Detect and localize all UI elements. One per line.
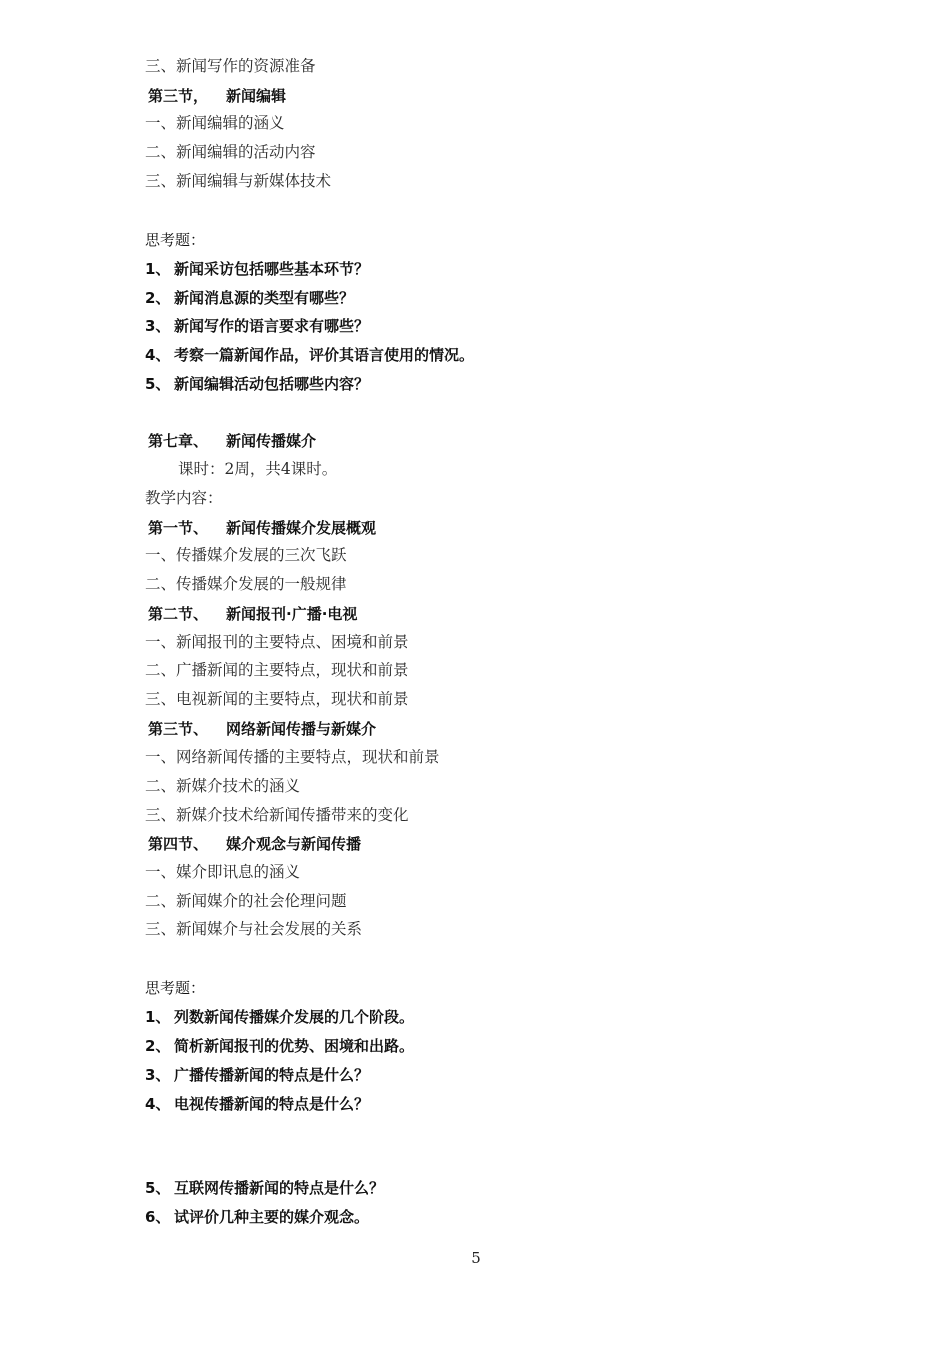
chapter-heading xyxy=(148,431,316,451)
section-heading xyxy=(148,518,376,538)
section-label: 第四节、 xyxy=(148,835,209,853)
question-item xyxy=(145,374,369,394)
question-text: 广播传播新闻的特点是什么？ xyxy=(174,1066,370,1084)
question-item xyxy=(145,345,474,365)
questions-label: 思考题： xyxy=(145,231,206,249)
teaching-content-label: 教学内容： xyxy=(145,489,223,507)
list-item: 三、新闻媒介与社会发展的关系 xyxy=(145,920,363,938)
question-number: 3、 xyxy=(145,1066,171,1084)
section-heading xyxy=(148,719,376,739)
list-item: 一、新闻编辑的涵义 xyxy=(145,114,285,132)
list-item: 三、电视新闻的主要特点，现状和前景 xyxy=(145,690,409,708)
section-title: 新闻传播媒介发展概观 xyxy=(226,519,377,537)
question-text: 新闻编辑活动包括哪些内容？ xyxy=(174,375,370,393)
question-item xyxy=(145,1007,414,1027)
question-text: 新闻消息源的类型有哪些？ xyxy=(174,289,355,307)
section-heading xyxy=(148,834,361,854)
section-heading xyxy=(148,604,357,624)
section-label: 第二节、 xyxy=(148,605,209,623)
question-number: 5、 xyxy=(145,1179,171,1197)
question-number: 2、 xyxy=(145,289,171,307)
section-heading xyxy=(148,86,286,106)
question-number: 1、 xyxy=(145,1008,171,1026)
page-number: 5 xyxy=(471,1249,481,1267)
list-item: 二、新闻编辑的活动内容 xyxy=(145,143,316,161)
question-number: 4、 xyxy=(145,1095,171,1113)
question-number: 1、 xyxy=(145,260,171,278)
list-item: 三、新媒介技术给新闻传播带来的变化 xyxy=(145,806,409,824)
question-item xyxy=(145,259,369,279)
question-number: 3、 xyxy=(145,317,171,335)
question-number: 5、 xyxy=(145,375,171,393)
list-item: 一、媒介即讯息的涵义 xyxy=(145,863,301,881)
list-item: 一、传播媒介发展的三次飞跃 xyxy=(145,546,347,564)
course-hours: 课时：2周，共4课时。 xyxy=(178,460,338,478)
question-text: 新闻写作的语言要求有哪些？ xyxy=(174,317,370,335)
question-item xyxy=(145,1178,384,1198)
list-item: 三、新闻写作的资源准备 xyxy=(145,57,316,75)
question-text: 列数新闻传播媒介发展的几个阶段。 xyxy=(174,1008,415,1026)
question-number: 6、 xyxy=(145,1208,171,1226)
questions-label: 思考题： xyxy=(145,979,206,997)
section-label: 第一节、 xyxy=(148,519,209,537)
question-text: 互联网传播新闻的特点是什么？ xyxy=(174,1179,385,1197)
section-label: 第三节， xyxy=(148,87,209,105)
question-text: 试评价几种主要的媒介观念。 xyxy=(174,1208,370,1226)
question-text: 简析新闻报刊的优势、困境和出路。 xyxy=(174,1037,415,1055)
list-item: 二、广播新闻的主要特点，现状和前景 xyxy=(145,661,409,679)
question-item xyxy=(145,1036,414,1056)
section-title: 媒介观念与新闻传播 xyxy=(226,835,362,853)
list-item: 一、新闻报刊的主要特点、困境和前景 xyxy=(145,633,409,651)
section-title: 新闻报刊·广播·电视 xyxy=(226,605,358,623)
question-item xyxy=(145,1065,369,1085)
section-title: 新闻编辑 xyxy=(226,87,287,105)
question-item xyxy=(145,1094,369,1114)
list-item: 二、新媒介技术的涵义 xyxy=(145,777,301,795)
question-item xyxy=(145,288,354,308)
question-number: 2、 xyxy=(145,1037,171,1055)
chapter-title: 新闻传播媒介 xyxy=(226,432,317,450)
question-item xyxy=(145,316,369,336)
question-number: 4、 xyxy=(145,346,171,364)
list-item: 二、新闻媒介的社会伦理问题 xyxy=(145,892,347,910)
section-title: 网络新闻传播与新媒介 xyxy=(226,720,377,738)
list-item: 一、网络新闻传播的主要特点，现状和前景 xyxy=(145,748,440,766)
section-label: 第三节、 xyxy=(148,720,209,738)
question-text: 新闻采访包括哪些基本环节？ xyxy=(174,260,370,278)
question-text: 考察一篇新闻作品，评价其语言使用的情况。 xyxy=(174,346,475,364)
list-item: 三、新闻编辑与新媒体技术 xyxy=(145,172,332,190)
list-item: 二、传播媒介发展的一般规律 xyxy=(145,575,347,593)
question-text: 电视传播新闻的特点是什么？ xyxy=(174,1095,370,1113)
chapter-label: 第七章、 xyxy=(148,432,209,450)
question-item xyxy=(145,1207,369,1227)
